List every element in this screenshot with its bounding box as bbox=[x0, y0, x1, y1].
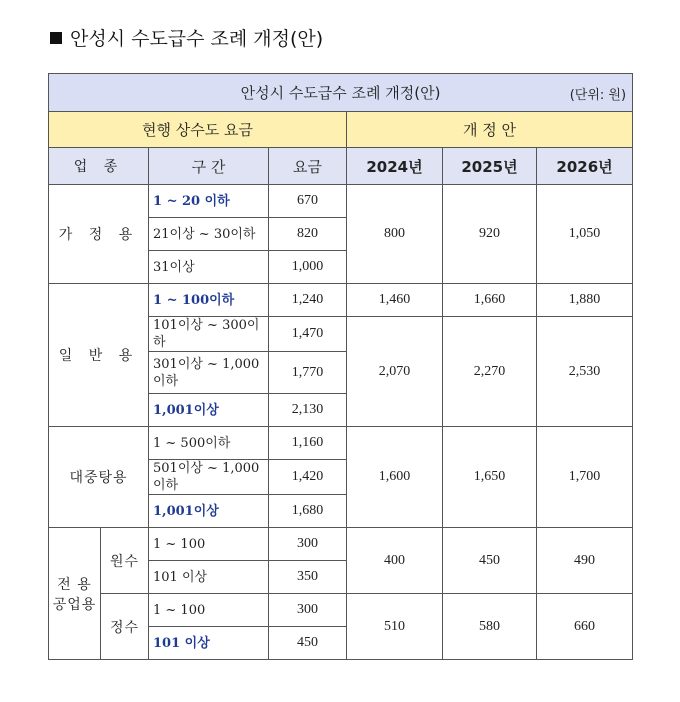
revised-2024-cell: 800 bbox=[347, 185, 443, 284]
page-heading bbox=[50, 24, 323, 51]
revised-2024-cell: 2,070 bbox=[347, 317, 443, 427]
fee-cell: 1,240 bbox=[269, 284, 347, 317]
fee-cell: 300 bbox=[269, 594, 347, 627]
category-household: 가 정 용 bbox=[49, 185, 149, 284]
fee-cell: 350 bbox=[269, 561, 347, 594]
category-industrial-line1: 전 용 bbox=[57, 576, 92, 593]
table-row bbox=[49, 594, 633, 627]
category-industrial bbox=[49, 528, 101, 660]
fee-cell: 1,680 bbox=[269, 495, 347, 528]
subcategory-purified: 정수 bbox=[101, 594, 149, 660]
category-bathhouse: 대중탕용 bbox=[49, 427, 149, 528]
table-row bbox=[49, 185, 633, 218]
category-general: 일 반 용 bbox=[49, 284, 149, 427]
fee-cell: 670 bbox=[269, 185, 347, 218]
range-cell: 31이상 bbox=[149, 251, 269, 284]
water-fee-table bbox=[48, 73, 633, 660]
column-header-fee: 요금 bbox=[269, 148, 347, 185]
revised-2026-cell: 660 bbox=[537, 594, 633, 660]
revised-2025-cell: 580 bbox=[443, 594, 537, 660]
revised-2025-cell: 920 bbox=[443, 185, 537, 284]
range-cell: 1 ~ 100 bbox=[149, 594, 269, 627]
subcategory-raw: 원수 bbox=[101, 528, 149, 594]
range-cell: 101 이상 bbox=[149, 627, 269, 660]
range-cell: 1,001이상 bbox=[149, 495, 269, 528]
table-caption-cell bbox=[49, 74, 633, 112]
column-header-category: 업 종 bbox=[49, 148, 149, 185]
fee-cell: 2,130 bbox=[269, 394, 347, 427]
range-cell: 101이상 ~ 300이하 bbox=[149, 317, 269, 352]
revised-2026-cell: 1,880 bbox=[537, 284, 633, 317]
table-row bbox=[49, 528, 633, 561]
revised-2026-cell: 490 bbox=[537, 528, 633, 594]
page-heading-text: 안성시 수도급수 조례 개정(안) bbox=[70, 28, 324, 50]
range-cell: 1,001이상 bbox=[149, 394, 269, 427]
revised-2026-cell: 1,050 bbox=[537, 185, 633, 284]
square-bullet-icon bbox=[50, 32, 62, 44]
revised-2025-cell: 2,270 bbox=[443, 317, 537, 427]
revised-2025-cell: 1,650 bbox=[443, 427, 537, 528]
fee-cell: 1,770 bbox=[269, 352, 347, 394]
fee-cell: 1,160 bbox=[269, 427, 347, 460]
fee-cell: 1,000 bbox=[269, 251, 347, 284]
range-cell: 301이상 ~ 1,000이하 bbox=[149, 352, 269, 394]
revised-2025-cell: 1,660 bbox=[443, 284, 537, 317]
column-header-2024: 2024년 bbox=[347, 148, 443, 185]
range-cell: 1 ~ 500이하 bbox=[149, 427, 269, 460]
fee-cell: 1,470 bbox=[269, 317, 347, 352]
revised-2026-cell: 2,530 bbox=[537, 317, 633, 427]
range-cell: 1 ~ 100이하 bbox=[149, 284, 269, 317]
group-current-header: 현행 상수도 요금 bbox=[49, 112, 347, 148]
table-row bbox=[49, 284, 633, 317]
fee-cell: 450 bbox=[269, 627, 347, 660]
fee-cell: 1,420 bbox=[269, 460, 347, 495]
revised-2025-cell: 450 bbox=[443, 528, 537, 594]
revised-2024-cell: 400 bbox=[347, 528, 443, 594]
fee-cell: 300 bbox=[269, 528, 347, 561]
range-cell: 501이상 ~ 1,000이하 bbox=[149, 460, 269, 495]
range-cell: 1 ~ 20 이하 bbox=[149, 185, 269, 218]
fee-cell: 820 bbox=[269, 218, 347, 251]
revised-2024-cell: 1,600 bbox=[347, 427, 443, 528]
category-industrial-line2: 공업용 bbox=[52, 596, 97, 613]
table-caption: 안성시 수도급수 조례 개정(안) bbox=[240, 84, 441, 102]
unit-label: (단위: 원) bbox=[569, 88, 627, 103]
range-cell: 21이상 ~ 30이하 bbox=[149, 218, 269, 251]
revised-2024-cell: 1,460 bbox=[347, 284, 443, 317]
range-cell: 101 이상 bbox=[149, 561, 269, 594]
range-cell: 1 ~ 100 bbox=[149, 528, 269, 561]
group-revised-header: 개 정 안 bbox=[347, 112, 633, 148]
column-header-2026: 2026년 bbox=[537, 148, 633, 185]
column-header-range: 구 간 bbox=[149, 148, 269, 185]
revised-2026-cell: 1,700 bbox=[537, 427, 633, 528]
revised-2024-cell: 510 bbox=[347, 594, 443, 660]
table-row bbox=[49, 427, 633, 460]
column-header-2025: 2025년 bbox=[443, 148, 537, 185]
